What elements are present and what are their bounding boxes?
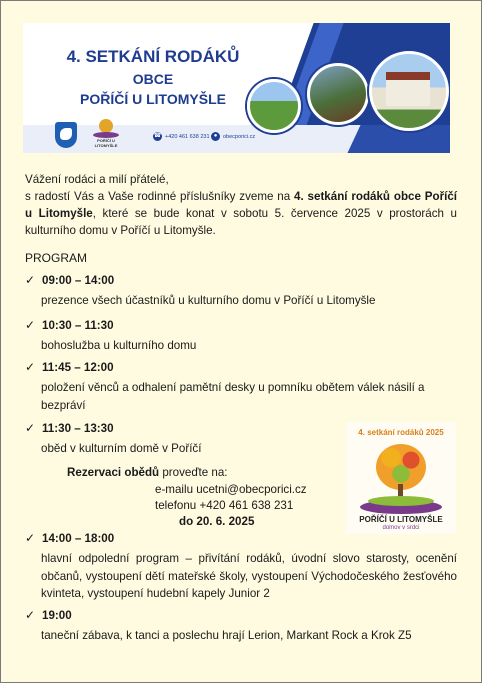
reservation-phone: telefonu +420 461 638 231 — [155, 499, 294, 512]
village-logo-small: POŘÍČÍ U LITOMYŠLE — [87, 117, 125, 147]
program-item-desc: položení věnců a odhalení pamětní desky u pomníku obětem válek násilí a bezpráví — [41, 381, 425, 412]
checkmark-icon: ✓ — [25, 531, 36, 545]
program-item-desc: prezence všech účastníků u kulturního domu v Poříčí u Litomyšle — [41, 294, 376, 307]
checkmark-icon: ✓ — [25, 360, 36, 374]
banner-subtitle-obce: OBCE — [132, 71, 174, 87]
phone-icon: ☎ — [153, 133, 162, 139]
banner-web: ● obecporici.cz — [211, 132, 255, 141]
program-item-desc: hlavní odpolední program – přivítání rodáků, úvodní slovo starosty, ocenění občanů, vystoupení dětí mateřské školy, vystoupení Východočeského žesťového kvinteta, vystoupení hudební kapely Junior 2 — [41, 552, 457, 600]
globe-icon: ● — [211, 132, 220, 141]
banner-subtitle-village: POŘÍČÍ U LITOMYŠLE — [80, 91, 226, 107]
reservation-deadline: do 20. 6. 2025 — [179, 515, 255, 528]
event-logo-slogan: domov v srdci — [382, 525, 420, 531]
reservation-email: e-mailu ucetni@obecporici.cz — [155, 483, 307, 496]
church-photo — [247, 79, 301, 133]
bridge-photo — [307, 63, 369, 125]
reservation-heading: Rezervaci obědů proveďte na: — [67, 466, 228, 479]
program-item-desc: oběd v kulturním domě v Poříčí — [41, 442, 202, 455]
greeting: Vážení rodáci a milí přátelé, — [25, 173, 169, 186]
event-logo — [346, 422, 456, 534]
house-photo — [369, 51, 449, 131]
coat-of-arms-icon — [55, 122, 77, 148]
header-banner — [23, 23, 450, 153]
program-heading: PROGRAM — [25, 251, 88, 265]
program-item-desc: bohoslužba u kulturního domu — [41, 339, 197, 352]
checkmark-icon: ✓ — [25, 608, 36, 622]
event-logo-title: 4. setkání rodáků 2025 — [358, 428, 444, 437]
program-item-desc: taneční zábava, k tanci a poslechu hrají Lerion, Markant Rock a Krok Z5 — [41, 629, 412, 642]
banner-title: 4. SETKÁNÍ RODÁKŮ — [66, 47, 240, 66]
intro-text — [25, 171, 457, 239]
checkmark-icon: ✓ — [25, 318, 36, 332]
checkmark-icon: ✓ — [25, 273, 36, 287]
invitation-paragraph: s radostí Vás a Vaše rodinné příslušníky zveme na 4. setkání rodáků obce Poříčí u Litomyšle, které se bude konat v sobotu 5. července 2025 v prostorách u kulturního domu v Poříčí u Litomyšle. — [25, 190, 457, 237]
invitation-page: 4. SETKÁNÍ RODÁKŮ OBCE POŘÍČÍ U LITOMYŠLE POŘÍČÍ U LITOMYŠLE ☎ +420 461 638 231 ● obecporici.cz Vážení rodáci a milí přátelé, s radostí Vás a Vaše rodinné příslušníky zveme na 4. setkání rodáků obce Poříčí u Litomyšle, které se bude konat v sobotu 5. července 2025 v prostorách u kulturního domu v Poříčí u Litomyšle. PROGRAM ✓ 09:00 – 14:00 prezence všech účastníků u kulturního domu v Poříčí u Litomyšle ✓ 10:30 – 11:30 bohoslužba u kulturního domu ✓ 11:45 – 12:00 položení věnců a odhalení pamětní desky u pomníku obětem válek násilí a bezpráví ✓ 11:30 – 13:30 oběd v kulturním domě v Poříčí Rezervaci obědů proveďte na: e-mailu ucetni@obecporici.cz telefonu +420 461 638 231 do 20. 6. 2025 ✓ 14:00 – 18:00 hlavní odpolední program – přivítání rodáků, úvodní slovo starosty, ocenění občanů, vystoupení dětí mateřské školy, vystoupení Východočeského žesťového kvinteta, vystoupení hudební kapely Junior 2 ✓ 19:00 taneční zábava, k tanci a poslechu hrají Lerion, Markant Rock a Krok Z5 4. setkání rodáků 2025 POŘÍČÍ U LITOMYŠLE domov v srdci — [0, 0, 482, 683]
event-logo-name: POŘÍČÍ U LITOMYŠLE — [359, 515, 443, 524]
banner-phone: ☎ +420 461 638 231 — [153, 133, 210, 140]
checkmark-icon: ✓ — [25, 421, 36, 435]
